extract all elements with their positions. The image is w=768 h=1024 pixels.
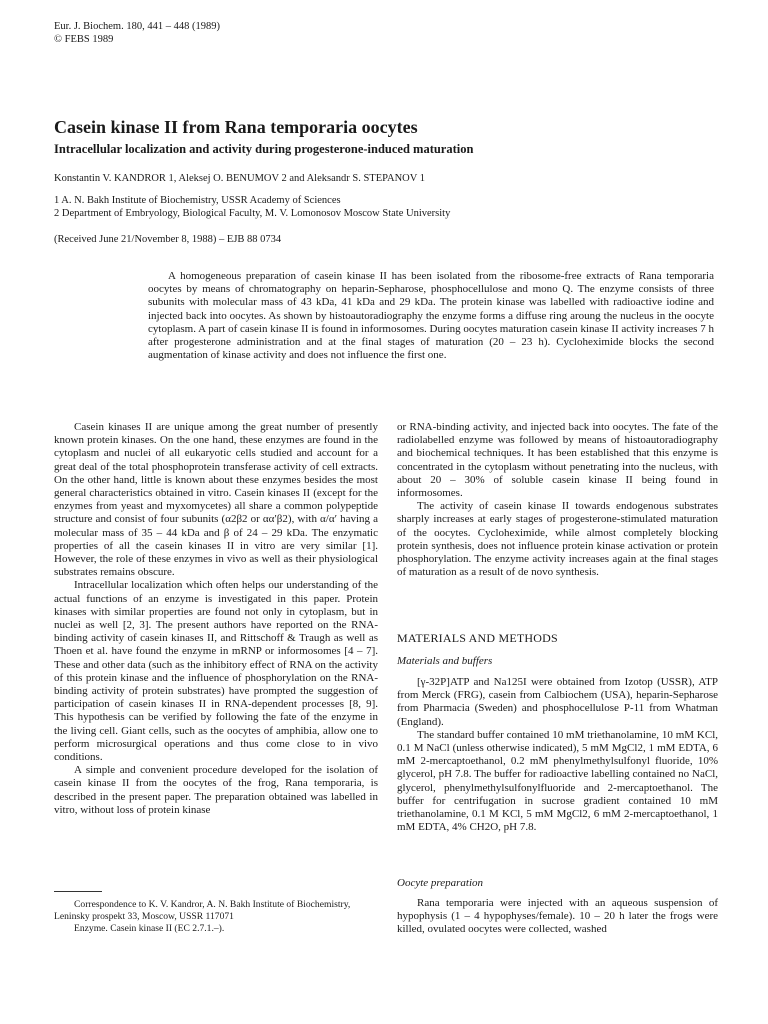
correspondence-footnote: Correspondence to K. V. Kandror, A. N. Bakh Institute of Biochemistry, Leninsky prospekt 33, Moscow, USSR 117071 [54,899,351,922]
intro-continuation: or RNA-binding activity, and injected back into oocytes. The fate of the radiolabelled enzyme was followed by means of histoautoradiography and biochemical techniques. It has been established that this enzyme is concentrated in the cytoplasm without penetrating into the nucleus, with about 20 – 30% of soluble casein kinase II being found in informosomes. [397,421,718,500]
materials-paragraph-2: The standard buffer contained 10 mM triethanolamine, 10 mM KCl, 0.1 M NaCl (unless otherwise indicated), 5 mM MgCl2, 1 mM EDTA, 6 mM 2-mercaptoethanol, 0.2 mM phenylmethylsulfonyl fluoride, 10% glycerol, pH 7.8. The buffer for radioactive labelling contained no NaCl, glycerol, phenylmethylsulfonylfluoride and 2-mercaptoethanol. The buffer for centrifugation in sucrose gradient contained 10 mM triethanolamine, 0.1 M KCl, 5 mM MgCl2, 6 mM 2-mercaptoethanol, 1 mM EDTA, 4% CH2O, pH 7.8. [397,728,718,834]
subheading-oocyte: Oocyte preparation [397,877,484,889]
intro-paragraph-4: The activity of casein kinase II towards endogenous substrates sharply increases at early stages of progesterone-stimulated maturation of the oocytes. Cycloheximide, while almost completely blocking protein synthesis, does not influence protein kinase activation or protein phosphorylation. The enzyme activity increases again at the final stages of maturation as a result of de novo synthesis. [397,500,718,579]
footnote-divider [54,891,102,892]
subheading-materials: Materials and buffers [397,655,493,667]
affiliation-2: 2 Department of Embryology, Biological Faculty, M. V. Lomonosov Moscow State University [54,208,451,219]
enzyme-footnote: Enzyme. Casein kinase II (EC 2.7.1.–). [74,923,225,934]
journal-header [54,20,220,46]
footnotes [54,899,378,935]
received-dates: (Received June 21/November 8, 1988) – EJB 88 0734 [54,234,282,245]
affiliation-1: 1 A. N. Bakh Institute of Biochemistry, USSR Academy of Sciences [54,195,341,206]
left-column [54,421,378,817]
paper-title: Casein kinase II from Rana temporaria oocytes [54,117,418,137]
author-list: Konstantin V. KANDROR 1, Aleksej O. BENUMOV 2 and Aleksandr S. STEPANOV 1 [54,173,426,184]
section-heading-methods: MATERIALS AND METHODS [397,631,558,645]
journal-citation: Eur. J. Biochem. 180, 441 – 448 (1989) [54,21,220,32]
right-column-top [397,421,718,579]
oocyte-paragraph: Rana temporaria were injected with an aqueous suspension of hypophysis (1 – 4 hypophyses/female). 10 – 20 h later the frogs were killed, ovulated oocytes were collected, washed [397,897,718,936]
abstract: A homogeneous preparation of casein kinase II has been isolated from the ribosome-free extracts of Rana temporaria oocytes by means of chromatography on heparin-Sepharose, phosphocellulose and mono Q. The enzyme consists of three subunits with molecular mass of 43 kDa, 41 kDa and 29 kDa. The protein kinase was labelled with radioactive iodine and injected back into oocytes. As shown by histoautoradiography the enzyme forms a diffuse ring aroung the nucleus in the oocyte cytoplasm. A part of casein kinase II is found in informosomes. During oocytes maturation casein kinase II activity increases 7 h after progesterone administration and at the final stages of maturation (20 – 23 h). Cycloheximide blocks the second augmentation of kinase activity and does not influence the first one. [148,270,714,362]
intro-paragraph-1: Casein kinases II are unique among the great number of presently known protein kinases. On the one hand, these enzymes are found in the cytoplasm and nuclei of all eukaryotic cells studied and account for a great deal of the total phosphoprotein transferase activity of cell extracts. On the other hand, little is known about these enzymes besides the most general characteristics obtained in vitro. Casein kinases II (except for the enzymes from yeast and myxomycetes) all share a common polypeptide structure and consist of four subunits (α2β2 or αα′β2), with α/α′ having a molecular mass of 35 – 44 kDa and β of 24 – 29 kDa. The enzymatic properties of all the casein kinases II in vitro are very similar [1]. However, the role of these enzymes in vivo as well as their physiological substrates remains obscure. [54,421,378,579]
oocyte-section [397,897,718,937]
intro-paragraph-2: Intracellular localization which often helps our understanding of the actual functions of an enzyme is investigated in this paper. Protein kinases with similar properties are found not only in cytoplasm, but in nuclei as well [2, 3]. The present authors have reported on the RNA-binding activity of casein kinases II, and Rittschoff & Traugh as well as Thoen et al. have found the enzyme in mRNP or informosomes [4 – 7]. These and other data (such as the inhibitory effect of RNA on the activity of this protein kinase and the influence of phosphorylation on the RNA-binding activity of protein substrates) have prompted the suggestion of participation of casein kinases II in RNA-dependent processes [8, 9]. This hypothesis can be verified by following the fate of the enzyme in the living cell. Giant cells, such as the oocytes of amphibia, allow one to perform microsurgical operations and thus come close to in vivo conditions. [54,579,378,764]
materials-paragraph-1: [γ-32P]ATP and Na125I were obtained from Izotop (USSR), ATP from Merck (FRG), casein from Calbiochem (USA), heparin-Sepharose from Pharmacia (Sweden) and phosphocellulose P-11 from Whatman (England). [397,676,718,728]
paper-subtitle: Intracellular localization and activity during progesterone-induced maturation [54,142,474,156]
intro-paragraph-3: A simple and convenient procedure developed for the isolation of casein kinase II from the oocytes of the frog, Rana temporaria, is described in the present paper. The preparation obtained was labelled in vitro, without loss of protein kinase [54,764,378,816]
copyright-line: © FEBS 1989 [54,34,114,45]
materials-section [397,676,718,834]
